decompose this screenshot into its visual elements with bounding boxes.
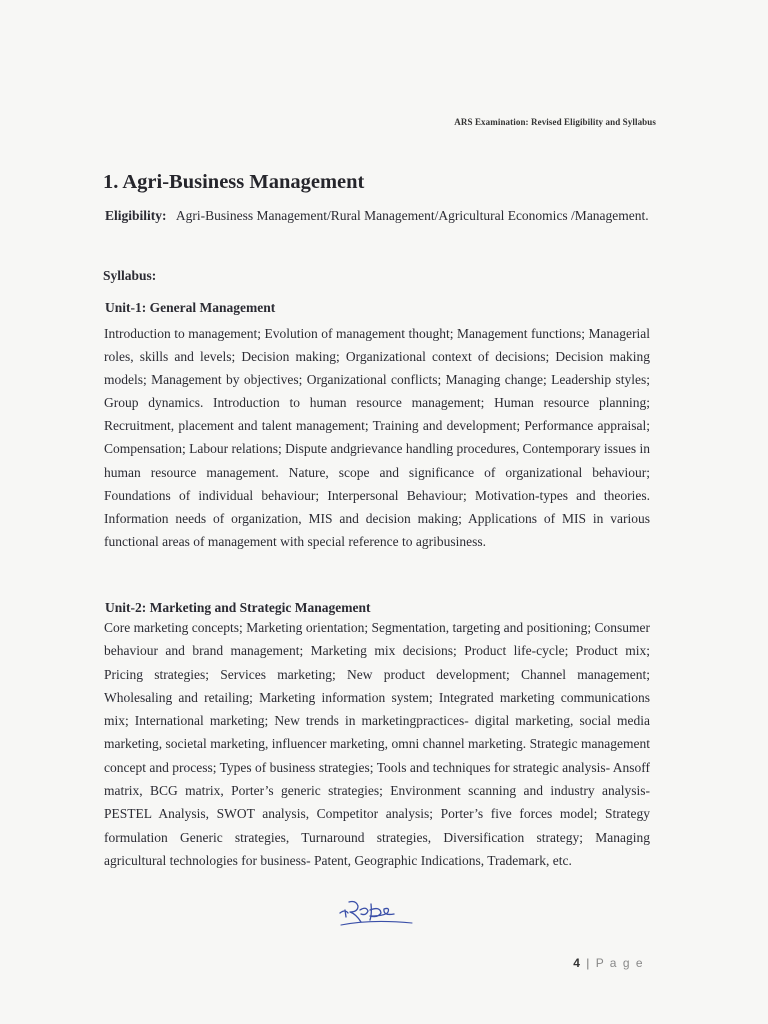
unit-1-body: Introduction to management; Evolution of management thought; Management functions; Managerial roles, skills and levels; Decision making; Organizational context of decisions; Decision making models; Management by objectives; Organizational conflicts; Managing change; Leadership styles; Group dynamics. Introduction to human resource management; Human resource planning; Recruitment, placement and talent management; Training and development; Performance appraisal; Compensation; Labour relations; Dispute andgrievance handling procedures, Contemporary issues in human resource management. Nature, scope and significance of organizational behaviour; Foundations of individual behaviour; Interpersonal Behaviour; Motivation-types and theories. Information needs of organization, MIS and decision making; Applications of MIS in various functional areas of management with special reference to agribusiness. — [104, 326, 650, 549]
section-title: 1. Agri-Business Management — [103, 171, 365, 193]
eligibility-paragraph — [105, 204, 657, 227]
syllabus-heading: Syllabus: — [103, 268, 157, 283]
running-header: ARS Examination: Revised Eligibility and Syllabus — [454, 117, 656, 127]
unit-2-body: Core marketing concepts; Marketing orientation; Segmentation, targeting and positioning; Consumer behaviour and brand management; Marketing mix decisions; Product life-cycle; Product mix; Pricing strategies; Services marketing; New product development; Channel management; Wholesaling and retailing; Marketing information system; Integrated marketing communications mix; International marketing; New trends in marketingpractices- digital marketing, social media marketing, societal marketing, influencer marketing, omni channel marketing. Strategic management concept and process; Types of business strategies; Tools and techniques for strategic analysis- Ansoff matrix, BCG matrix, Porter’s generic strategies; Environment scanning and industry analysis-PESTEL Analysis, SWOT analysis, Competitor analysis; Porter’s five forces model; Strategy formulation Generic strategies, Turnaround strategies, Diversification strategy; Managing agricultural technologies for business- Patent, Geographic Indications, Trademark, etc. — [104, 620, 650, 868]
page-number — [573, 956, 644, 970]
signature — [336, 896, 416, 932]
eligibility-label: Eligibility: — [105, 208, 167, 223]
eligibility-text: Agri-Business Management/Rural Management/Agricultural Economics /Management. — [175, 208, 649, 223]
page-number-word: P a g e — [595, 956, 644, 970]
page-number-value: 4 — [573, 956, 582, 970]
unit-2-heading: Unit-2: Marketing and Strategic Management — [105, 600, 371, 615]
page-number-separator: | — [586, 956, 591, 970]
unit-1-heading: Unit-1: General Management — [105, 300, 276, 315]
